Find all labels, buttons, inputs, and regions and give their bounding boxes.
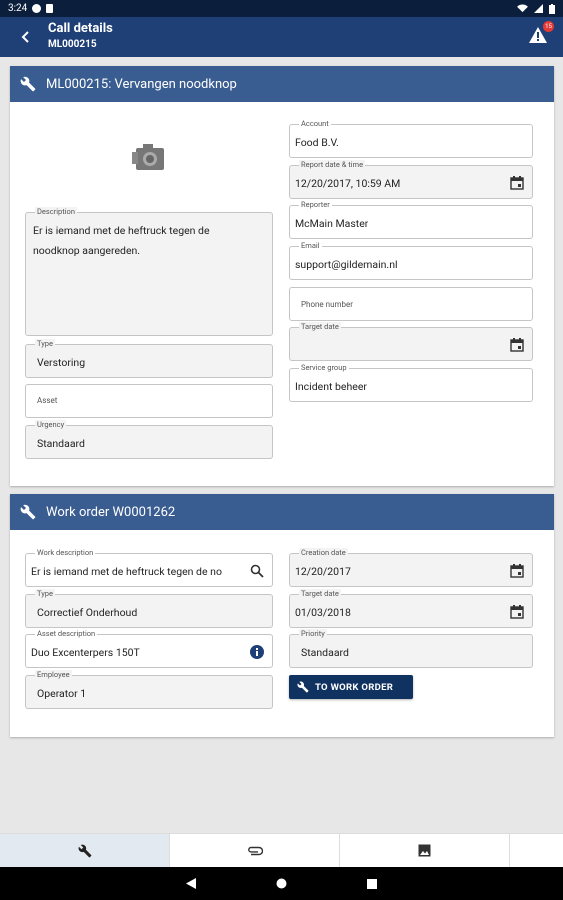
work-order-card (10, 494, 554, 737)
phone-placeholder: Phone number (301, 300, 353, 309)
calendar-icon[interactable] (510, 338, 524, 352)
wo-target-date-field[interactable] (289, 589, 533, 628)
asset-label: Asset (37, 396, 58, 405)
work-order-card-header (10, 494, 554, 530)
add-photo-button[interactable] (132, 140, 168, 174)
wo-type-field[interactable] (25, 589, 273, 628)
service-group-value: Incident beheer (295, 380, 367, 393)
priority-field[interactable] (289, 629, 533, 668)
asset-description-value: Duo Excenterpers 150T (31, 646, 140, 659)
report-date-value: 12/20/2017, 10:59 AM (295, 177, 401, 190)
back-button[interactable] (16, 27, 36, 47)
signal-icon (534, 4, 543, 13)
calendar-icon[interactable] (510, 176, 524, 190)
wrench-icon (20, 504, 36, 520)
battery-icon (549, 4, 555, 14)
tab-details[interactable] (0, 834, 170, 867)
description-field[interactable] (25, 207, 273, 336)
description-value: Er is iemand met de heftruck tegen de noodknop aangereden. (33, 224, 210, 257)
tab-attachments[interactable] (170, 834, 340, 867)
asset-description-label: Asset description (37, 629, 96, 638)
recents-square-icon[interactable] (367, 879, 377, 889)
to-work-order-label: TO WORK ORDER (315, 681, 394, 693)
calendar-icon[interactable] (510, 605, 524, 619)
call-card (10, 66, 554, 486)
service-group-field[interactable] (289, 363, 533, 402)
calendar-icon[interactable] (510, 564, 524, 578)
urgency-label: Urgency (37, 420, 65, 429)
page-title: Call details (48, 21, 113, 36)
email-value: support@gildemain.nl (295, 258, 398, 271)
status-bar (0, 0, 563, 17)
reporter-label: Reporter (301, 200, 330, 209)
wifi-icon (517, 4, 528, 13)
target-date-label: Target date (301, 322, 339, 331)
wo-target-date-label: Target date (301, 589, 339, 598)
employee-field[interactable] (25, 670, 273, 709)
account-value: Food B.V. (295, 136, 339, 149)
work-description-value: Er is iemand met de heftruck tegen de no (31, 565, 222, 578)
system-navigation-bar (0, 867, 563, 900)
account-label: Account (301, 119, 329, 128)
creation-date-value: 12/20/2017 (295, 565, 351, 578)
status-time: 3:24 (8, 3, 28, 14)
priority-label: Priority (301, 629, 325, 638)
work-description-field[interactable] (25, 548, 273, 587)
type-field[interactable] (25, 339, 273, 378)
wrench-icon (297, 681, 309, 693)
home-circle-icon[interactable] (276, 878, 287, 889)
info-icon[interactable] (250, 645, 264, 659)
account-field[interactable] (289, 119, 533, 158)
wrench-icon (78, 844, 92, 858)
phone-field[interactable] (289, 287, 533, 321)
call-card-title: ML000215: Vervangen noodknop (46, 76, 237, 92)
reporter-value: McMain Master (295, 217, 369, 230)
chevron-left-icon (20, 31, 32, 43)
app-bar (0, 17, 563, 57)
storage-notification-icon (46, 4, 53, 13)
priority-value: Standaard (301, 646, 349, 659)
page-subtitle: ML000215 (48, 39, 97, 50)
asset-description-field[interactable] (25, 629, 273, 668)
wrench-icon (20, 76, 36, 92)
asset-field[interactable] (25, 384, 273, 418)
app-notification-icon (32, 4, 41, 13)
wo-target-date-value: 01/03/2018 (295, 606, 351, 619)
creation-date-field[interactable] (289, 548, 533, 587)
call-card-header (10, 66, 554, 102)
type-label: Type (37, 339, 53, 348)
wo-type-value: Correctief Onderhoud (37, 606, 138, 619)
urgency-value: Standaard (37, 437, 85, 450)
description-label: Description (37, 207, 75, 216)
wo-type-label: Type (37, 589, 53, 598)
type-value: Verstoring (37, 356, 86, 369)
camera-icon (132, 140, 166, 172)
employee-label: Employee (37, 670, 70, 679)
service-group-label: Service group (301, 363, 347, 372)
urgency-field[interactable] (25, 420, 273, 459)
email-field[interactable] (289, 241, 533, 280)
email-label: Email (301, 241, 320, 250)
tab-images[interactable] (340, 834, 510, 867)
employee-value: Operator 1 (37, 687, 87, 700)
to-work-order-button[interactable] (289, 675, 413, 699)
work-order-card-title: Work order W0001262 (46, 504, 176, 520)
report-date-label: Report date & time (301, 160, 364, 169)
creation-date-label: Creation date (301, 548, 346, 557)
back-triangle-icon[interactable] (186, 878, 196, 889)
paperclip-icon (247, 846, 263, 856)
target-date-field[interactable] (289, 322, 533, 361)
work-description-label: Work description (37, 548, 94, 557)
report-date-field[interactable] (289, 160, 533, 199)
image-icon (418, 844, 431, 857)
search-icon[interactable] (250, 564, 264, 578)
bottom-navigation (0, 833, 563, 867)
alerts-badge: 15 (543, 21, 554, 32)
reporter-field[interactable] (289, 200, 533, 239)
